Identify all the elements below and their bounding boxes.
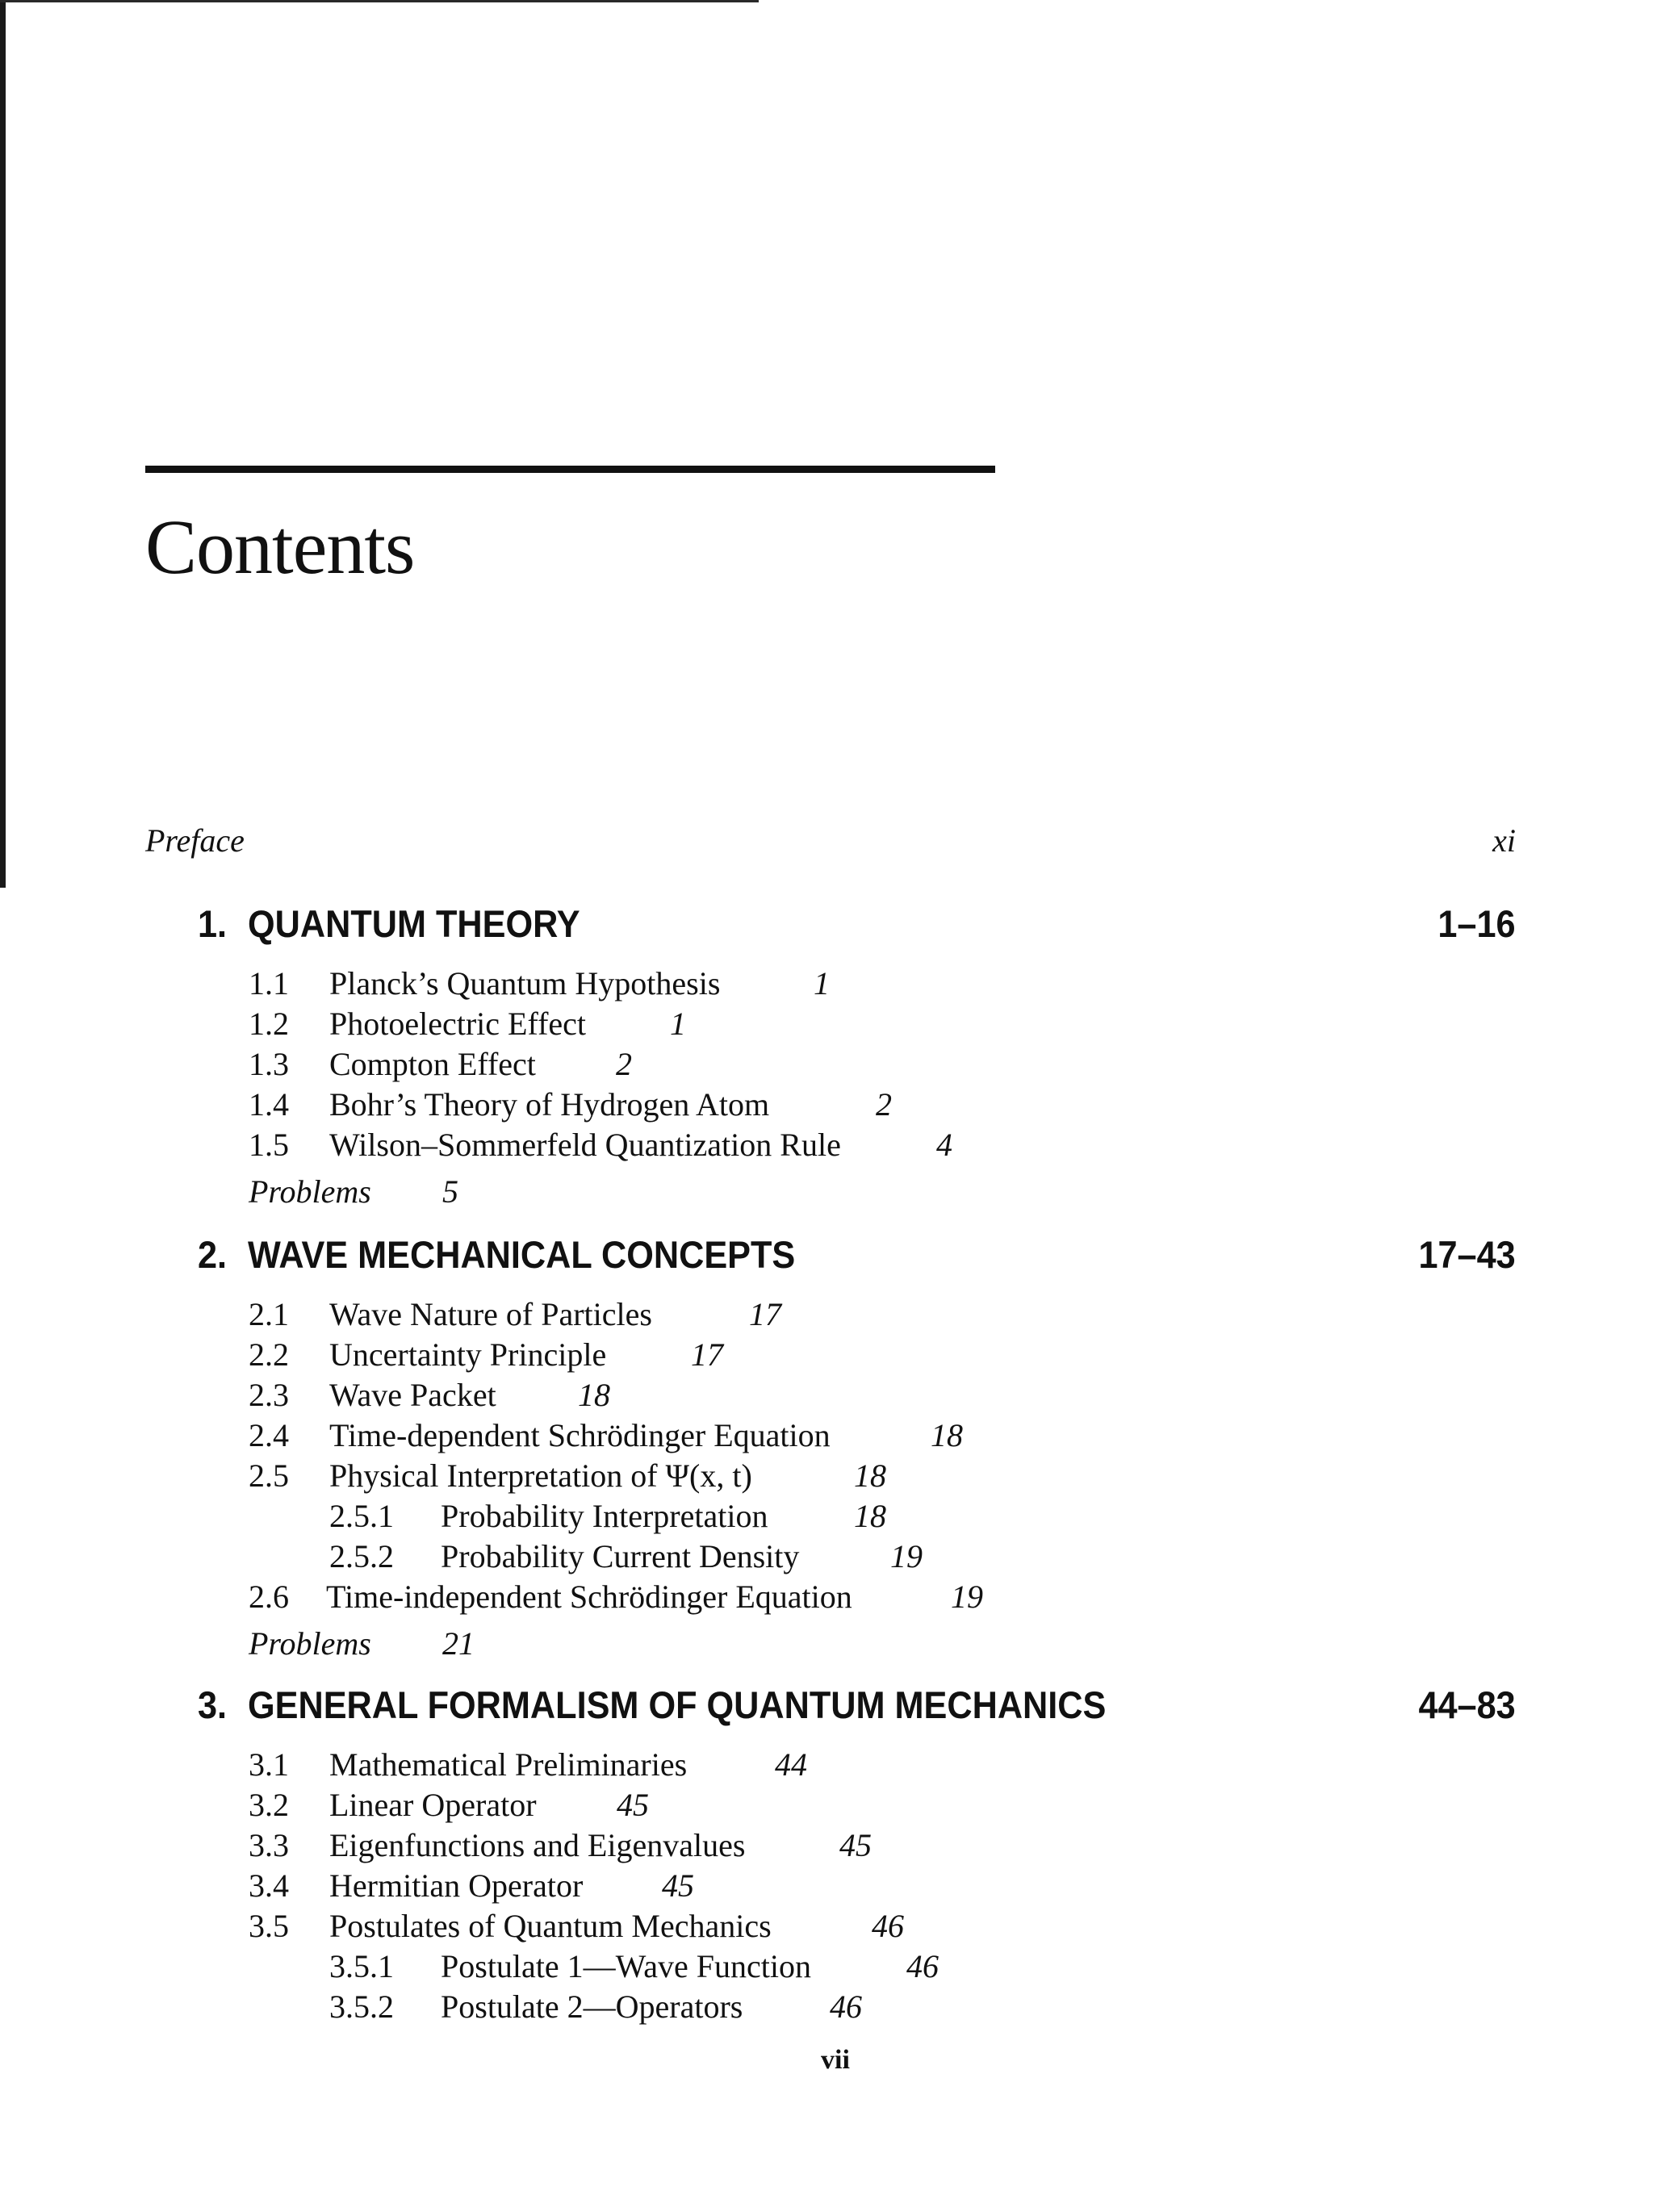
section-page: 1 xyxy=(670,1006,686,1042)
section-page: 45 xyxy=(617,1787,649,1823)
page-title: Contents xyxy=(145,504,415,590)
section-number: 1.4 xyxy=(249,1086,289,1123)
section-page: 46 xyxy=(830,1988,862,2025)
toc-preface-row xyxy=(145,822,1516,862)
section-number: 1.1 xyxy=(249,965,289,1001)
section-number: 2.4 xyxy=(249,1417,289,1453)
section-page: 2 xyxy=(876,1086,892,1123)
section-page: 18 xyxy=(854,1498,886,1534)
section-page: 18 xyxy=(854,1457,886,1494)
section-page: 19 xyxy=(951,1579,983,1615)
section-title: Time-dependent Schrödinger Equation xyxy=(329,1417,831,1453)
chapter-heading xyxy=(198,1232,1516,1281)
section-number: 2.5.1 xyxy=(329,1498,394,1534)
section-number: 3.4 xyxy=(249,1867,289,1904)
title-rule xyxy=(145,466,995,473)
section-number: 3.1 xyxy=(249,1746,289,1783)
chapter-title: QUANTUM THEORY xyxy=(248,902,580,945)
section-page: 46 xyxy=(906,1948,939,1984)
section-title: Probability Current Density xyxy=(441,1538,800,1574)
section-title: Postulates of Quantum Mechanics xyxy=(329,1908,772,1944)
section-page: 18 xyxy=(931,1417,963,1453)
section-title: Eigenfunctions and Eigenvalues xyxy=(329,1827,746,1863)
section-page: 45 xyxy=(662,1867,694,1904)
section-title: Wilson–Sommerfeld Quantization Rule xyxy=(329,1127,841,1163)
section-title: Wave Nature of Particles xyxy=(329,1296,652,1332)
section-number: 3.3 xyxy=(249,1827,289,1863)
section-page: 17 xyxy=(691,1336,723,1373)
chapter-page-range: 17–43 xyxy=(1418,1233,1516,1276)
chapter-number: 1. xyxy=(198,902,228,945)
section-number: 3.2 xyxy=(249,1787,289,1823)
section-title: Wave Packet xyxy=(329,1377,496,1413)
section-number: 1.2 xyxy=(249,1006,289,1042)
preface-label: Preface xyxy=(145,822,245,859)
section-number: 2.2 xyxy=(249,1336,289,1373)
problems-page: 21 xyxy=(442,1625,475,1662)
chapter-title: GENERAL FORMALISM OF QUANTUM MECHANICS xyxy=(248,1683,1107,1726)
chapter-title: WAVE MECHANICAL CONCEPTS xyxy=(248,1233,796,1276)
section-page: 2 xyxy=(616,1046,632,1082)
section-page: 1 xyxy=(814,965,830,1001)
section-title: Planck’s Quantum Hypothesis xyxy=(329,965,721,1001)
section-number: 1.3 xyxy=(249,1046,289,1082)
scan-edge-left xyxy=(0,0,6,888)
section-page: 44 xyxy=(775,1746,807,1783)
section-page: 46 xyxy=(872,1908,904,1944)
section-title: Hermitian Operator xyxy=(329,1867,584,1904)
chapter-number: 2. xyxy=(198,1233,228,1276)
section-title: Compton Effect xyxy=(329,1046,536,1082)
section-page: 45 xyxy=(839,1827,872,1863)
section-title: Uncertainty Principle xyxy=(329,1336,607,1373)
section-page: 4 xyxy=(936,1127,952,1163)
problems-label: Problems xyxy=(249,1625,371,1662)
problems-label: Problems xyxy=(249,1173,371,1210)
section-number: 1.5 xyxy=(249,1127,289,1163)
section-number: 2.3 xyxy=(249,1377,289,1413)
chapter-page-range: 44–83 xyxy=(1418,1683,1516,1726)
chapter-number: 3. xyxy=(198,1683,228,1726)
chapter-heading xyxy=(198,901,1516,950)
section-title: Mathematical Preliminaries xyxy=(329,1746,688,1783)
preface-page: xi xyxy=(1492,822,1516,859)
section-page: 19 xyxy=(890,1538,923,1574)
section-number: 3.5.1 xyxy=(329,1948,394,1984)
section-title: Bohr’s Theory of Hydrogen Atom xyxy=(329,1086,770,1123)
section-title: Time-independent Schrödinger Equation xyxy=(326,1579,852,1615)
section-title: Postulate 1—Wave Function xyxy=(441,1948,811,1984)
chapter-page-range: 1–16 xyxy=(1437,902,1516,945)
section-number: 3.5 xyxy=(249,1908,289,1944)
section-title: Photoelectric Effect xyxy=(329,1006,587,1042)
section-number: 2.6 xyxy=(249,1579,289,1615)
section-title: Probability Interpretation xyxy=(441,1498,768,1534)
chapter-heading xyxy=(198,1683,1516,1731)
section-page: 18 xyxy=(578,1377,610,1413)
scan-edge-top xyxy=(0,0,759,2)
page-number: vii xyxy=(821,2045,850,2075)
section-title: Physical Interpretation of Ψ(x, t) xyxy=(329,1457,752,1494)
section-title: Linear Operator xyxy=(329,1787,537,1823)
section-number: 2.5.2 xyxy=(329,1538,394,1574)
section-page: 17 xyxy=(749,1296,781,1332)
section-number: 2.1 xyxy=(249,1296,289,1332)
section-number: 2.5 xyxy=(249,1457,289,1494)
problems-page: 5 xyxy=(442,1173,458,1210)
section-title: Postulate 2—Operators xyxy=(441,1988,743,2025)
section-number: 3.5.2 xyxy=(329,1988,394,2025)
